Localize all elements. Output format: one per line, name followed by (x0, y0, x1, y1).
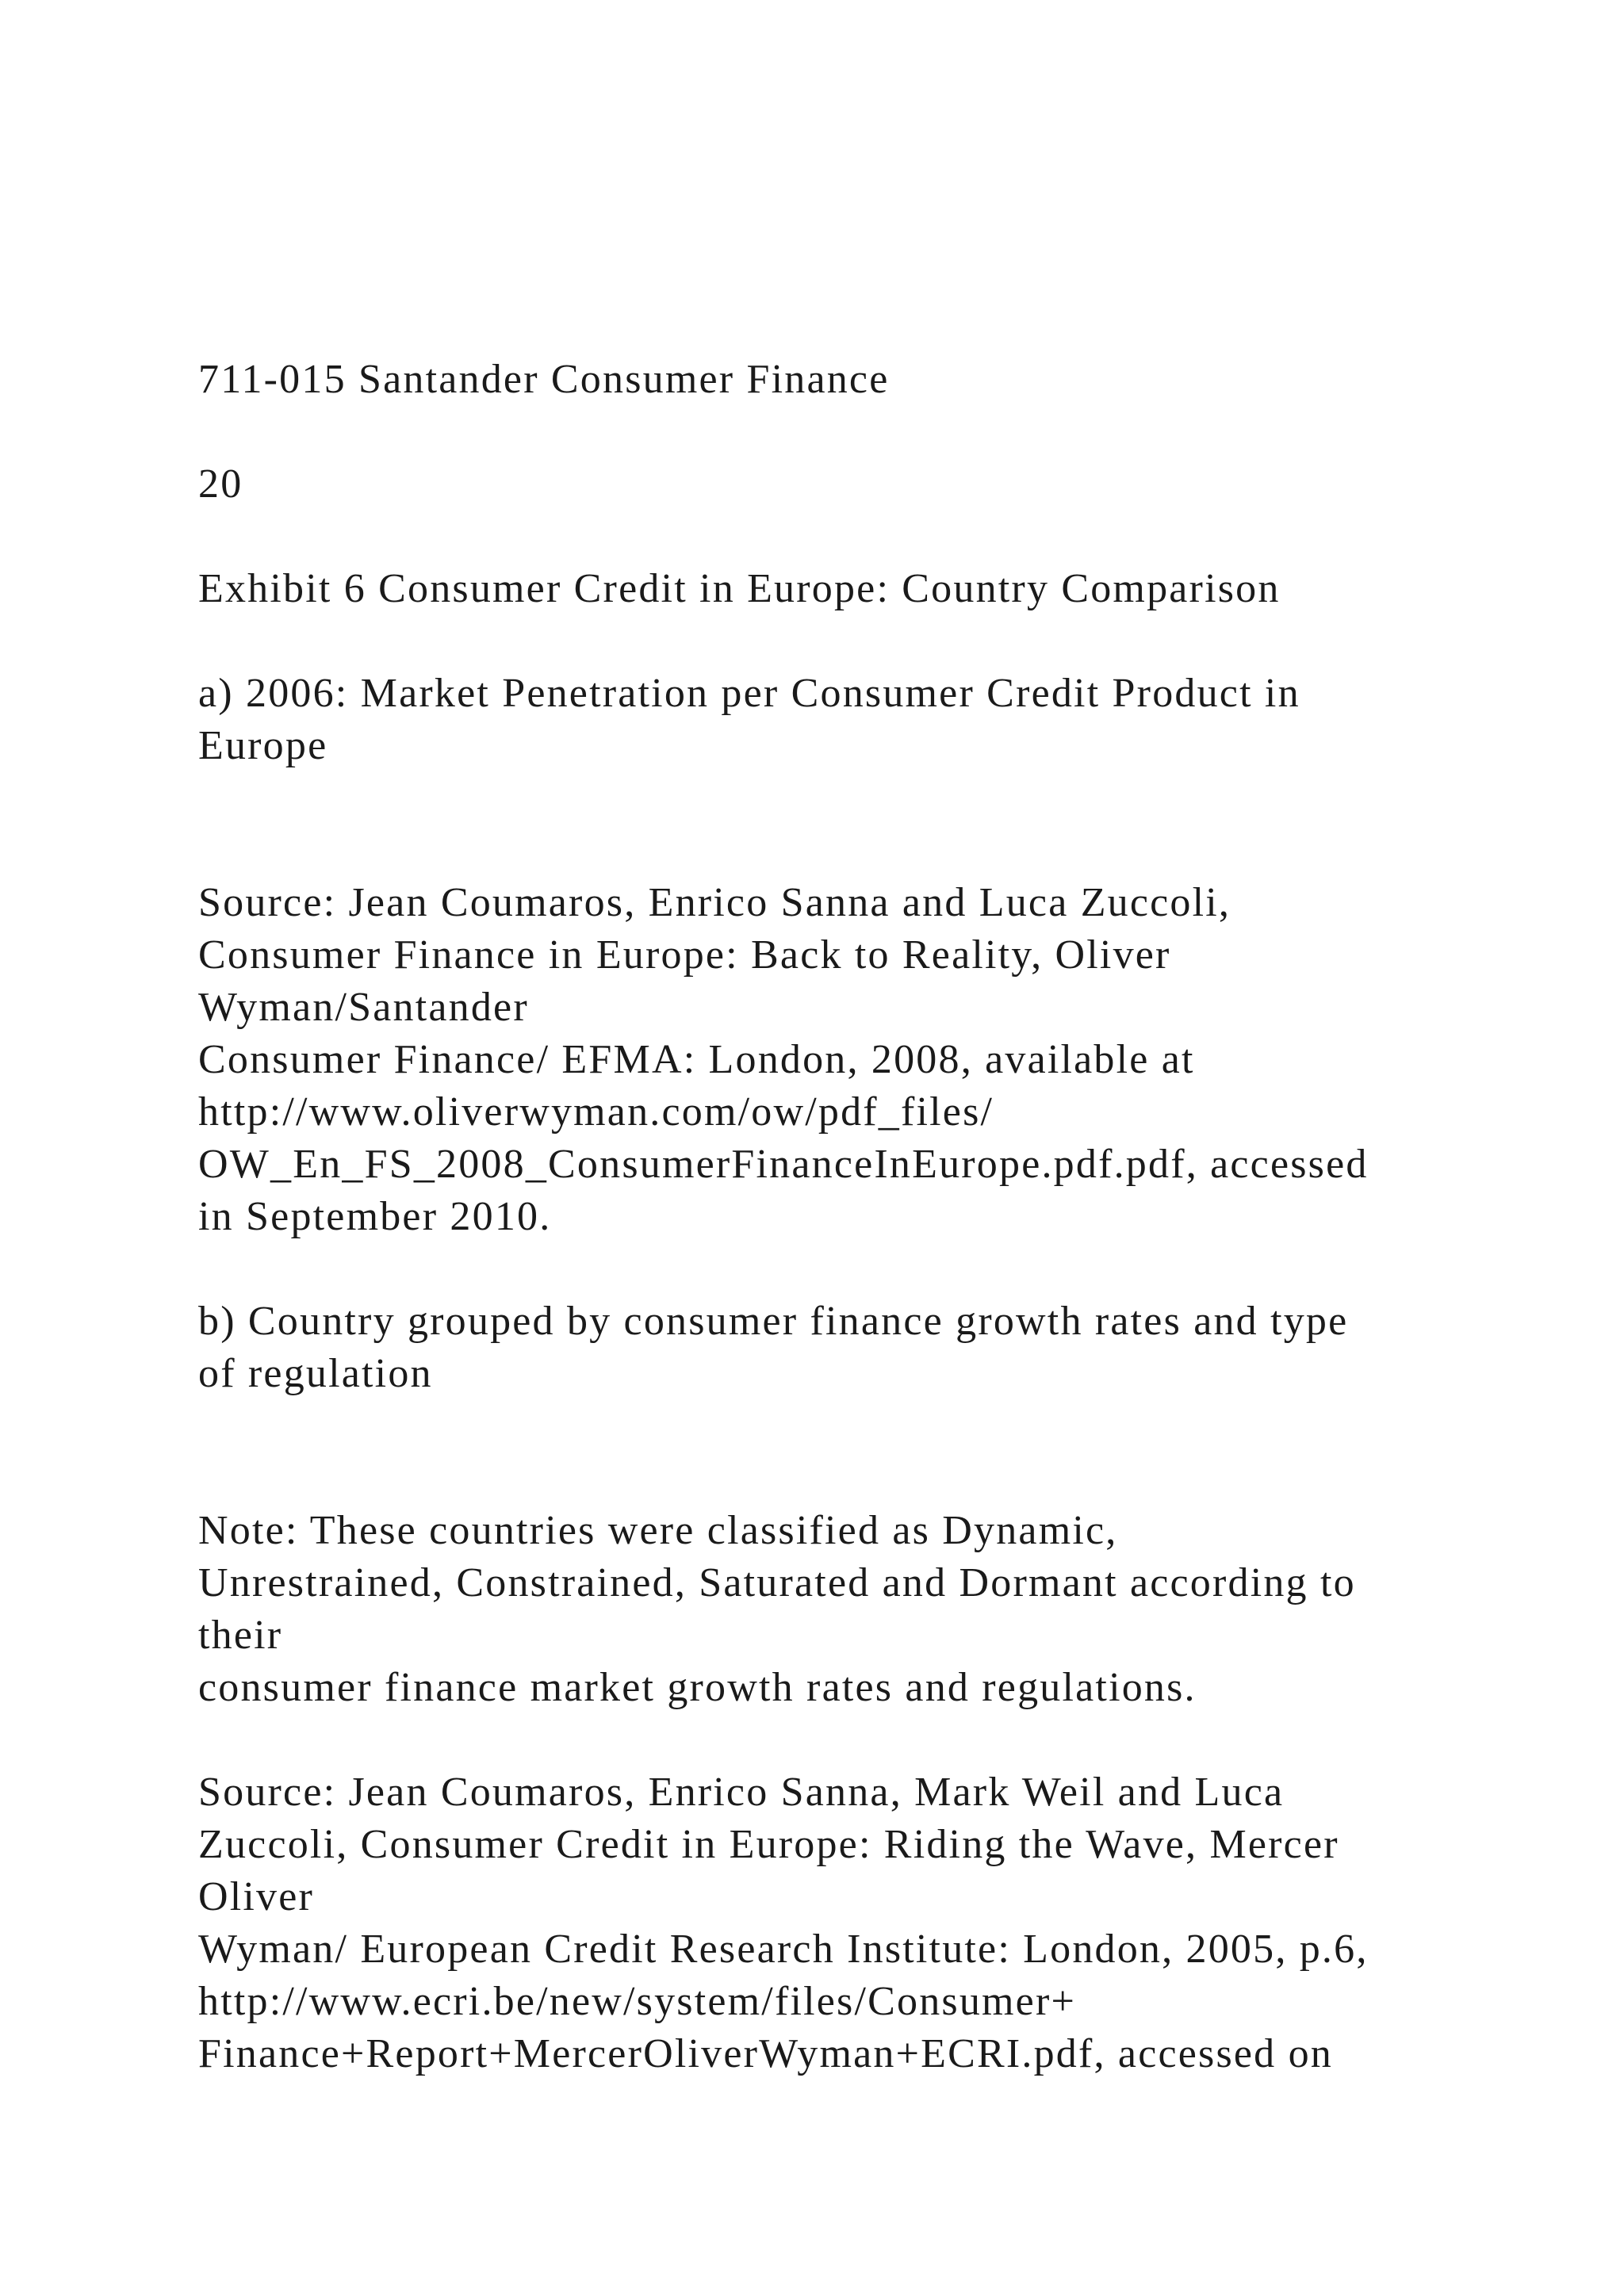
section-b-note-line: Unrestrained, Constrained, Saturated and Dormant according to (198, 1560, 1356, 1605)
exhibit-title: Exhibit 6 Consumer Credit in Europe: Country Comparison (198, 566, 1281, 611)
page-number: 20 (198, 461, 243, 507)
section-a-source-line: Consumer Finance/ EFMA: London, 2008, available at (198, 1037, 1195, 1082)
section-a-caption-line: a) 2006: Market Penetration per Consumer Credit Product in (198, 671, 1300, 716)
section-b-source-line: Source: Jean Coumaros, Enrico Sanna, Mark Weil and Luca (198, 1770, 1285, 1815)
section-a-source-url[interactable]: OW_En_FS_2008_ConsumerFinanceInEurope.pdf.pdf, accessed (198, 1142, 1369, 1187)
section-b-note-line: consumer finance market growth rates and regulations. (198, 1665, 1197, 1710)
section-b-source-line: Oliver (198, 1874, 315, 1919)
section-b-note-line: their (198, 1613, 283, 1658)
section-a-source-line: Wyman/Santander (198, 985, 529, 1030)
section-b-note-line: Note: These countries were classified as Dynamic, (198, 1508, 1118, 1553)
section-a-caption-line: Europe (198, 723, 328, 768)
section-a-source-line: Source: Jean Coumaros, Enrico Sanna and Luca Zuccoli, (198, 880, 1231, 925)
section-a-source-line: in September 2010. (198, 1194, 552, 1239)
section-a-source-line: Consumer Finance in Europe: Back to Reality, Oliver (198, 932, 1171, 978)
section-b-source-line: Zuccoli, Consumer Credit in Europe: Riding the Wave, Mercer (198, 1822, 1339, 1867)
section-b-source-url[interactable]: Finance+Report+MercerOliverWyman+ECRI.pdf, accessed on (198, 2031, 1333, 2076)
section-a-source-url[interactable]: http://www.oliverwyman.com/ow/pdf_files/ (198, 1089, 994, 1135)
section-b-caption-line: b) Country grouped by consumer finance growth rates and type (198, 1299, 1349, 1344)
document-header: 711-015 Santander Consumer Finance (198, 357, 890, 402)
section-b-caption-line: of regulation (198, 1351, 433, 1396)
section-b-source-url[interactable]: http://www.ecri.be/new/system/files/Consumer+ (198, 1979, 1077, 2024)
section-b-source-line: Wyman/ European Credit Research Institute: London, 2005, p.6, (198, 1927, 1369, 1972)
